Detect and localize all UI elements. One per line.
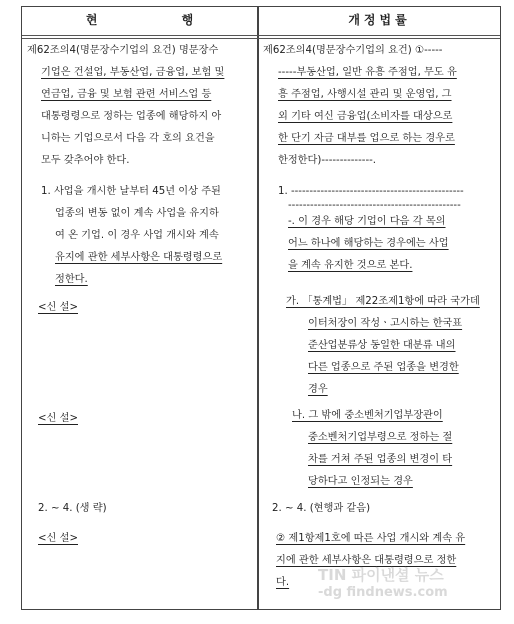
current-para-line: 연금업, 금융 및 보험 관련 서비스업 등 — [41, 89, 212, 100]
current-items-2-4: 2. ~ 4. (생 략) — [38, 503, 107, 514]
revised-para2-line: 다. — [276, 577, 290, 588]
current-item1-line: 정한다. — [55, 274, 88, 285]
revised-item-ga-line: 경우 — [308, 384, 328, 395]
current-para-underlined: 기업은 건설업, 부동산업, 금융업, 보험 및 — [41, 67, 225, 78]
header-current: 현 행 — [85, 13, 234, 27]
revised-items-2-4: 2. ~ 4. (현행과 같음) — [272, 503, 371, 514]
news-watermark — [318, 566, 498, 606]
revised-para-line: 외 기타 여신 금융업(소비자를 대상으로 — [278, 111, 453, 122]
revised-item-ga-line: 준산업분류상 동일한 대분류 내의 — [308, 340, 456, 351]
new-provision-mark: <신 설> — [38, 533, 78, 544]
revised-item-na-line: 나. 그 밖에 중소벤처기업부장관이 — [292, 410, 443, 421]
watermark-line: TIN 파이낸셜 뉴스 — [318, 566, 444, 584]
header-revised: 개정법률 — [348, 13, 411, 27]
current-para-line — [41, 62, 224, 84]
revised-para2-line: 지에 관한 세부사항은 대통령령으로 정한 — [276, 555, 457, 566]
new-provision-mark: <신 설> — [38, 413, 78, 424]
current-para-line: 제62조의4(명문장수기업의 요건) 명문장수 — [27, 45, 219, 56]
revised-item1-line: ----------------------------------------------- — [288, 200, 461, 211]
current-para-line: 대통령령으로 정하는 업종에 해당하지 아 — [41, 111, 222, 122]
revised-item-na-line: 당하다고 인정되는 경우 — [308, 476, 413, 487]
current-para-line: 모두 갖추어야 한다. — [41, 155, 130, 166]
watermark-line: -dg findnews.com — [318, 585, 448, 600]
revised-para-line: 한정한다)--------------. — [278, 155, 377, 166]
header-rule-double — [22, 38, 500, 39]
new-provision-mark: <신 설> — [38, 302, 78, 313]
revised-item-ga-line: 가. 「통계법」 제22조제1항에 따라 국가데 — [286, 296, 480, 307]
revised-item-na-line: 차를 거쳐 주된 업종의 변경이 타 — [308, 454, 453, 465]
revised-item-ga-line: 다른 업종으로 주된 업종을 변경한 — [308, 362, 459, 373]
current-item1-line: 업종의 변동 없이 계속 사업을 유지하 — [55, 208, 219, 219]
revised-item1-line: 어느 하나에 해당하는 경우에는 사업 — [288, 238, 449, 249]
revised-item-na-line: 중소벤처기업부령으로 정하는 절 — [308, 432, 453, 443]
current-item1-line: 유지에 관한 세부사항은 대통령령으로 — [55, 252, 223, 263]
revised-item1-line: 1. ----------------------------------------------- — [278, 186, 464, 197]
revised-item1-line: -. 이 경우 해당 기업이 다음 각 목의 — [288, 216, 446, 227]
revised-item1-line: 을 계속 유지한 것으로 본다. — [288, 260, 413, 271]
revised-para2-line: ② 제1항제1호에 따른 사업 개시와 계속 유 — [276, 533, 466, 544]
current-item1-line: 1. 사업을 개시한 날부터 45년 이상 주된 — [41, 186, 221, 197]
column-divider — [257, 7, 259, 609]
revised-para-line: -----부동산업, 일반 유흥 주점업, 무도 유 — [278, 67, 457, 78]
header-rule — [22, 35, 500, 36]
revised-item-ga-line: 이터처장이 작성ㆍ고시하는 한국표 — [308, 318, 463, 329]
revised-para-line: 한 단기 자금 대부를 업으로 하는 경우로 — [278, 133, 455, 144]
current-item1-line: 여 온 기업. 이 경우 사업 개시와 계속 — [55, 230, 219, 241]
revised-para-line: 제62조의4(명문장수기업의 요건) ①----- — [263, 45, 443, 56]
revised-para-line: 흥 주점업, 사행시설 관리 및 운영업, 그 — [278, 89, 452, 100]
current-para-line: 니하는 기업으로서 다음 각 호의 요건을 — [41, 133, 215, 144]
